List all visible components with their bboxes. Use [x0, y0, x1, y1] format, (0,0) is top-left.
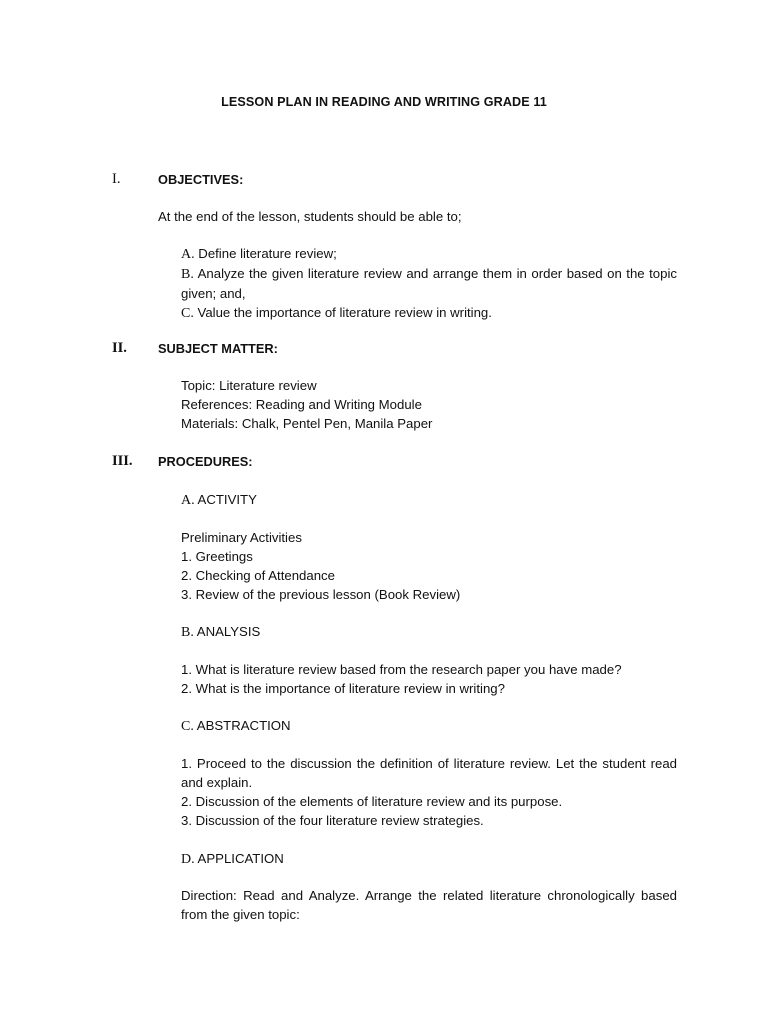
procedure-heading-abstraction — [181, 716, 677, 736]
section-numeral-subject-matter: II. — [112, 340, 127, 356]
abstraction-line: 2. Discussion of the elements of literature review and its purpose. — [181, 794, 563, 809]
objective-letter: A. — [181, 247, 195, 262]
procedure-letter: D. — [181, 852, 195, 867]
section-heading-subject-matter: SUBJECT MATTER: — [158, 341, 278, 356]
activity-list — [181, 528, 677, 604]
activity-line: 1. Greetings — [181, 549, 253, 564]
activity-line: Preliminary Activities — [181, 530, 302, 545]
procedure-label: ANALYSIS — [193, 624, 261, 639]
page-title: LESSON PLAN IN READING AND WRITING GRADE 11 — [221, 95, 547, 109]
section-heading-procedures: PROCEDURES: — [158, 454, 253, 469]
objective-letter: C. — [181, 306, 194, 321]
subject-matter-line: Topic: Literature review — [181, 378, 317, 393]
section-numeral-procedures: III. — [112, 453, 133, 469]
procedure-label: ACTIVITY — [194, 492, 257, 507]
analysis-line: 2. What is the importance of literature review in writing? — [181, 681, 505, 696]
procedure-heading-analysis — [181, 622, 677, 642]
procedure-letter: C. — [181, 719, 194, 734]
activity-line: 2. Checking of Attendance — [181, 568, 335, 583]
procedure-letter: B. — [181, 625, 194, 640]
objective-item — [181, 244, 677, 264]
objective-item — [181, 264, 677, 303]
abstraction-list — [181, 754, 677, 830]
objective-text: Value the importance of literature review in writing. — [193, 305, 492, 320]
analysis-list — [181, 660, 677, 698]
subject-matter-line: References: Reading and Writing Module — [181, 397, 422, 412]
abstraction-line: 3. Discussion of the four literature review strategies. — [181, 813, 484, 828]
objective-text: Define literature review; — [194, 246, 337, 261]
procedure-letter: A. — [181, 493, 195, 508]
objective-item — [181, 303, 677, 323]
procedure-heading-application — [181, 849, 677, 869]
procedure-heading-activity — [181, 490, 677, 510]
procedure-label: ABSTRACTION — [193, 718, 291, 733]
section-heading-objectives: OBJECTIVES: — [158, 172, 244, 187]
procedure-label: APPLICATION — [194, 851, 284, 866]
objective-text: Analyze the given literature review and arrange them in order based on the topic given; and, — [181, 266, 677, 301]
abstraction-line: 1. Proceed to the discussion the definition of literature review. Let the student read and explain. — [181, 756, 677, 790]
objective-letter: B. — [181, 267, 194, 282]
objectives-list — [181, 244, 677, 323]
subject-matter-line: Materials: Chalk, Pentel Pen, Manila Paper — [181, 416, 433, 431]
subject-matter-list — [181, 376, 677, 433]
objectives-intro: At the end of the lesson, students should be able to; — [158, 209, 462, 224]
section-numeral-objectives: I. — [112, 171, 121, 187]
activity-line: 3. Review of the previous lesson (Book Review) — [181, 587, 461, 602]
application-direction: Direction: Read and Analyze. Arrange the related literature chronologically based from the given topic: — [181, 888, 677, 922]
analysis-line: 1. What is literature review based from the research paper you have made? — [181, 662, 622, 677]
